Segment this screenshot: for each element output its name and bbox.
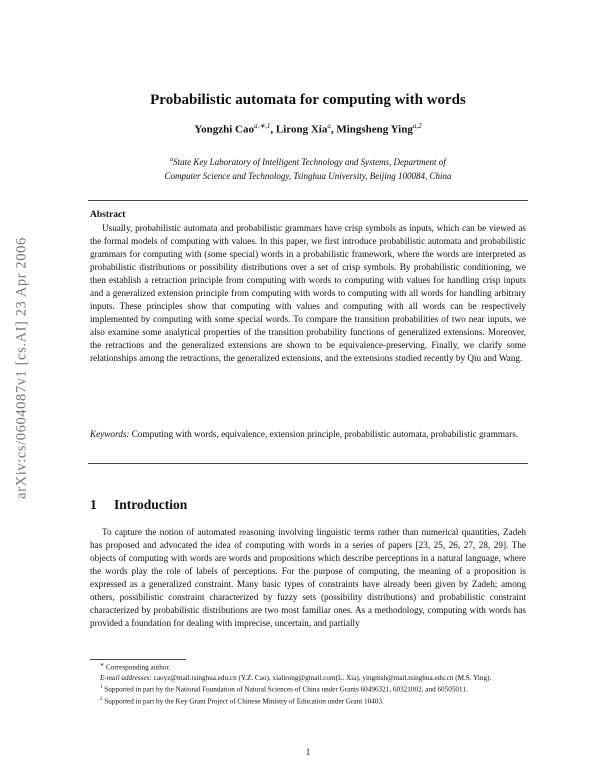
footnotes [90, 661, 526, 707]
affiliation-line: $^a$State Key Laboratory of Intelligent Technology and Systems, Department of [170, 157, 446, 167]
abstract-body: Usually, probabilistic automata and probabilistic grammars have crisp symbols as inputs, which can be viewed as the formal models of computing with values. In this paper, we first introduce probabilistic automata and probabilistic grammars for computing with (some special) words in a probabilistic framework, where the words are interpreted as probabilistic distributions or possibility distributions over a set of crisp symbols. By probabilistic conditioning, we then establish a retraction principle from computing with words to computing with values for handling crisp inputs and a generalized extension principle from computing with words to computing with all words for handling arbitrary inputs. These principles show that computing with values and computing with all words can be respectively implemented by computing with some special words. To compare the transition probabilities of two near inputs, we also examine some analytical properties of the transition probability functions of generalized extensions. Moreover, the retractions and the generalized extensions are shown to be equivalence-preserving. Finally, we clarify some relationships among the retractions, the generalized extensions, and the extensions studied recently by Qiu and Wang. [90, 223, 526, 364]
section-number: 1 [90, 497, 97, 512]
author-affiliation-mark: a,∗,1 [254, 122, 271, 130]
author-affiliation-mark: a [327, 122, 331, 130]
section-title: Introduction [114, 497, 188, 512]
author-list [88, 122, 528, 136]
keywords-text: Computing with words, equivalence, extension principle, probabilistic automata, probabilistic grammars. [131, 429, 519, 439]
affiliation-mark: a [170, 157, 174, 163]
keywords-label: Keywords: [90, 429, 130, 439]
author-name: Yongzhi Cao [194, 123, 254, 136]
abstract-heading: Abstract [90, 210, 126, 220]
keywords [90, 428, 526, 441]
author-name: Mingsheng Ying [336, 123, 413, 136]
footnote-emails: E-mail addresses: caoyz@mail.tsinghua.edu.cn (Y.Z. Cao), xialirong@gmail.com(L. Xia), yingmsh@mail.tsinghua.edu.cn (M.S. Ying). [100, 673, 492, 682]
affiliation [88, 153, 528, 183]
abstract-top-rule [88, 200, 528, 201]
paper-title: Probabilistic automata for computing with words [150, 92, 466, 108]
author-separator: , [270, 123, 276, 136]
affiliation-line: Computer Science and Technology, Tsinghua University, Beijing 100084, China [164, 171, 452, 181]
footnote-corresponding: ∗ Corresponding author. [100, 663, 171, 672]
section-heading [90, 497, 187, 513]
author-affiliation-mark: a,2 [412, 122, 422, 130]
footnote-2: $^2$ Supported in part by the Key Grant Project of Chinese Ministry of Education under Grant 10403. [100, 697, 384, 706]
author-name: Lirong Xia [275, 123, 328, 136]
footnote-1: $^1$ Supported in part by the National Foundation of Natural Sciences of China under Grants 60496321, 60321002, and 60505011. [100, 685, 468, 694]
page-number: 1 [305, 748, 311, 758]
author-separator: , [330, 123, 337, 136]
abstract-bottom-rule [88, 463, 528, 464]
arxiv-identifier-text: arXiv:cs/0604087v1 [cs.AI] 23 Apr 2006 [13, 237, 30, 499]
arxiv-identifier [2, 188, 42, 548]
introduction-paragraph: To capture the notion of automated reasoning involving linguistic terms rather than numerical quantities, Zadeh has proposed and advocated the idea of computing with words in a series of papers [23, 25, 26, 27, 28, 29]. The objects of computing with words are words and propositions which describe perceptions in a natural language, where the words play the role of labels of perceptions. For the purpose of computing, the meaning of a proposition is expressed as a generalized constraint. Many basic types of constraints have already been given by Zadeh; among others, possibilistic constraint characterized by fuzzy sets (possibility distributions) and probabilistic constraint characterized by probabilistic distributions are two most familiar ones. As a methodology, computing with words has provided a foundation for dealing with imprecise, uncertain, and partially [90, 527, 526, 629]
footnote-rule [90, 659, 186, 660]
